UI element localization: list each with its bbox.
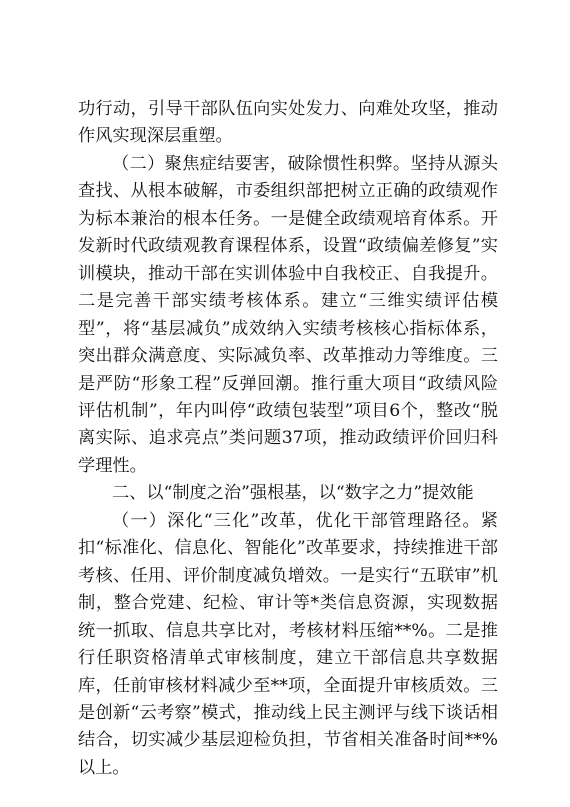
paragraph-continuation: 功行动，引导干部队伍向实处发力、向难处攻坚，推动作风实现深层重塑。 xyxy=(78,99,498,147)
section-heading: 二、以“制度之治”强根基，以“数字之力”提效能 xyxy=(112,483,474,504)
paragraph-section-2: （二）聚焦症结要害，破除惯性积弊。坚持从源头查找、从根本破解，市委组织部把树立正确的政绩观作为标本兼治的根本任务。一是健全政绩观培育体系。开发新时代政绩观教育课程体系，设置“政绩偏差修复”实训模块，推动干部在实训体验中自我校正、自我提升。二是完善干部实绩考核体系。建立“三维实绩评估模型”，将“基层减负”成效纳入实绩考核核心指标体系，突出群众满意度、实际减负率、改革推动力等维度。三是严防“形象工程”反弹回潮。推行重大项目“政绩风险评估机制”，年内叫停“政绩包装型”项目6个，整改“脱离实际、追求亮点”类问题37项，推动政绩评价回归科学理性。 xyxy=(78,153,498,476)
paragraph-reform: （一）深化“三化”改革，优化干部管理路径。紧扣“标准化、信息化、智能化”改革要求，持续推进干部考核、任用、评价制度减负增效。一是实行“五联审”机制，整合党建、纪检、审计等*类信息资源，实现数据统一抓取、信息共享比对，考核材料压缩**%。二是推行任职资格清单式审核制度，建立干部信息共享数据库，任前审核材料减少至**项，全面提升审核质效。三是创新“云考察”模式，推动线上民主测评与线下谈话相结合，切实减少基层迎检负担，节省相关准备时间**%以上。 xyxy=(78,510,498,778)
document-body xyxy=(78,96,498,782)
